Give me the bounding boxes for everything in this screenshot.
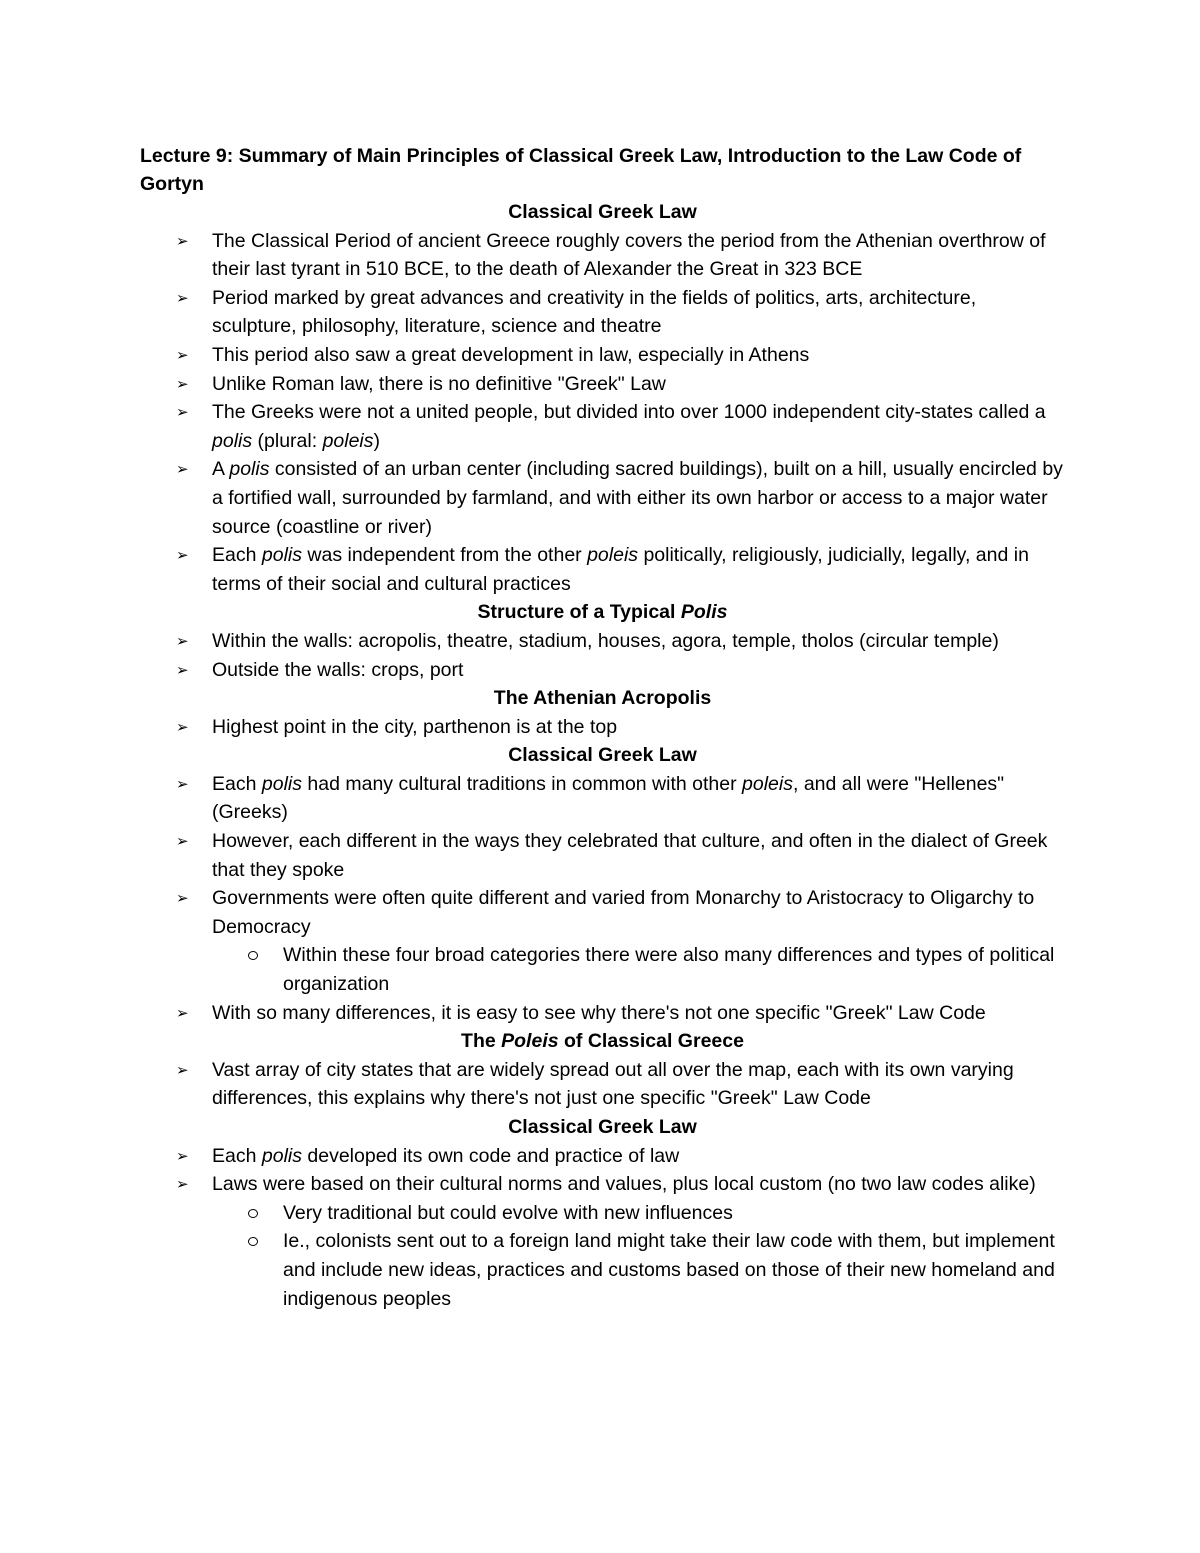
text-segment: was independent from the other (301, 544, 588, 567)
arrowhead-bullet-icon: ➢ (176, 403, 189, 422)
text-segment: had many cultural traditions in common with other (301, 772, 743, 795)
text-segment: (plural: (252, 429, 323, 452)
list-item (140, 713, 1065, 742)
arrowhead-bullet-icon: ➢ (176, 717, 189, 736)
hollow-circle-bullet-icon (248, 1237, 258, 1246)
arrowhead-bullet-icon: ➢ (176, 660, 189, 679)
italic-text: polis (261, 1144, 302, 1167)
arrowhead-bullet-icon: ➢ (176, 231, 189, 250)
text-segment: Vast array of city states that are widely spread out all over the map, each with its own varying differences, this explains why there's not just one specific "Greek" Law Code (212, 1058, 1014, 1110)
bullet-list (140, 627, 1065, 684)
text-segment: Classical Greek Law (508, 201, 697, 223)
document-title: Lecture 9: Summary of Main Principles of Classical Greek Law, Introduction to the Law Code of Gortyn (140, 145, 1022, 195)
text-segment: A (212, 458, 230, 481)
text-segment: Each (212, 772, 262, 795)
arrowhead-bullet-icon: ➢ (176, 460, 189, 479)
text-segment: ) (373, 429, 381, 452)
arrowhead-bullet-icon: ➢ (176, 631, 189, 650)
text-segment: politically, religiously, judicially, legally, and in terms of their social and cultural practices (212, 544, 1029, 595)
list-item (140, 227, 1065, 284)
section-heading (140, 1113, 1065, 1142)
text-segment: developed its own code and practice of law (301, 1144, 680, 1167)
list-item (140, 1142, 1065, 1171)
sub-list-item (140, 941, 1065, 998)
italic-text: polis (261, 544, 302, 567)
list-item (140, 341, 1065, 370)
section (140, 741, 1065, 1027)
document-body (140, 198, 1065, 1313)
list-item (140, 627, 1065, 656)
italic-text: Poleis (501, 1030, 559, 1053)
text-segment: Unlike Roman law, there is no definitive "Greek" Law (212, 372, 666, 395)
text-segment: With so many differences, it is easy to see why there's not one specific "Greek" Law Code (212, 1001, 986, 1024)
arrowhead-bullet-icon: ➢ (176, 889, 189, 908)
arrowhead-bullet-icon: ➢ (176, 1003, 189, 1022)
bullet-list (140, 770, 1065, 1027)
text-segment: Within these four broad categories there were also many differences and types of political organization (283, 944, 1055, 996)
section (140, 198, 1065, 598)
text-segment: Each (212, 1144, 262, 1167)
italic-text: polis (212, 429, 253, 452)
section (140, 684, 1065, 741)
list-item (140, 370, 1065, 399)
text-segment: Laws were based on their cultural norms and values, plus local custom (no two law codes alike) (212, 1173, 1036, 1196)
text-segment: Ie., colonists sent out to a foreign land might take their law code with them, but implement and include new ideas, practices and customs based on those of their new homeland and indigenous peoples (283, 1230, 1055, 1310)
arrowhead-bullet-icon: ➢ (176, 288, 189, 307)
list-item (140, 770, 1065, 827)
list-item (140, 455, 1065, 541)
italic-text: poleis (587, 544, 639, 567)
section (140, 1113, 1065, 1313)
bullet-list (140, 1142, 1065, 1314)
arrowhead-bullet-icon: ➢ (176, 546, 189, 565)
section-heading (140, 598, 1065, 627)
arrowhead-bullet-icon: ➢ (176, 1060, 189, 1079)
text-segment: Classical Greek Law (508, 1116, 697, 1138)
hollow-circle-bullet-icon (248, 951, 258, 960)
text-segment: Governments were often quite different and varied from Monarchy to Aristocracy to Oligarchy to Democracy (212, 887, 1035, 938)
list-item (140, 541, 1065, 598)
text-segment: Highest point in the city, parthenon is at the top (212, 715, 618, 738)
arrowhead-bullet-icon: ➢ (176, 1146, 189, 1165)
list-item (140, 1170, 1065, 1199)
text-segment: The Classical Period of ancient Greece roughly covers the period from the Athenian overthrow of their last tyrant in 510 BCE, to the death of Alexander the Great in 323 BCE (212, 229, 1046, 281)
list-item (140, 1056, 1065, 1113)
arrowhead-bullet-icon: ➢ (176, 1175, 189, 1194)
list-item (140, 884, 1065, 941)
section-heading (140, 1027, 1065, 1056)
text-segment: Classical Greek Law (508, 744, 697, 767)
text-segment: , and all were "Hellenes" (Greeks) (212, 772, 1005, 824)
bullet-list (140, 1056, 1065, 1113)
sub-list-item (140, 1199, 1065, 1228)
text-segment: consisted of an urban center (including sacred buildings), built on a hill, usually encircled by a fortified wall, surrounded by farmland, and with either its own harbor or access to a major water source (coastline or river) (212, 458, 1063, 538)
section-heading (140, 198, 1065, 227)
text-segment: This period also saw a great development in law, especially in Athens (212, 343, 810, 366)
arrowhead-bullet-icon: ➢ (176, 832, 189, 851)
list-item (140, 656, 1065, 685)
text-segment: Each (212, 544, 262, 567)
section (140, 1027, 1065, 1113)
list-item (140, 999, 1065, 1028)
italic-text: poleis (322, 429, 374, 452)
list-item (140, 398, 1065, 455)
text-segment: Within the walls: acropolis, theatre, stadium, houses, agora, temple, tholos (circular temple) (212, 629, 999, 652)
section (140, 598, 1065, 684)
text-segment: Structure of a Typical (477, 601, 681, 624)
text-segment: Outside the walls: crops, port (212, 658, 464, 681)
arrowhead-bullet-icon: ➢ (176, 345, 189, 364)
bullet-list (140, 227, 1065, 599)
text-segment: Period marked by great advances and creativity in the fields of politics, arts, architecture, sculpture, philosophy, literature, science and theatre (212, 286, 977, 338)
hollow-circle-bullet-icon (248, 1209, 258, 1218)
text-segment: Very traditional but could evolve with new influences (283, 1201, 733, 1224)
section-heading (140, 741, 1065, 770)
italic-text: Polis (680, 601, 728, 624)
text-segment: of Classical Greece (558, 1030, 744, 1053)
text-segment: The (461, 1030, 502, 1053)
bullet-list (140, 713, 1065, 742)
sub-list-item (140, 1227, 1065, 1313)
text-segment: The Athenian Acropolis (493, 687, 712, 710)
section-heading (140, 684, 1065, 713)
arrowhead-bullet-icon: ➢ (176, 374, 189, 393)
text-segment: The Greeks were not a united people, but divided into over 1000 independent city-states called a (212, 401, 1046, 424)
italic-text: poleis (742, 772, 793, 795)
arrowhead-bullet-icon: ➢ (176, 774, 189, 793)
document-page (140, 142, 1065, 1313)
italic-text: polis (229, 458, 270, 481)
italic-text: polis (261, 772, 302, 795)
list-item (140, 284, 1065, 341)
list-item (140, 827, 1065, 884)
text-segment: However, each different in the ways they celebrated that culture, and often in the dialect of Greek that they spoke (212, 830, 1048, 881)
